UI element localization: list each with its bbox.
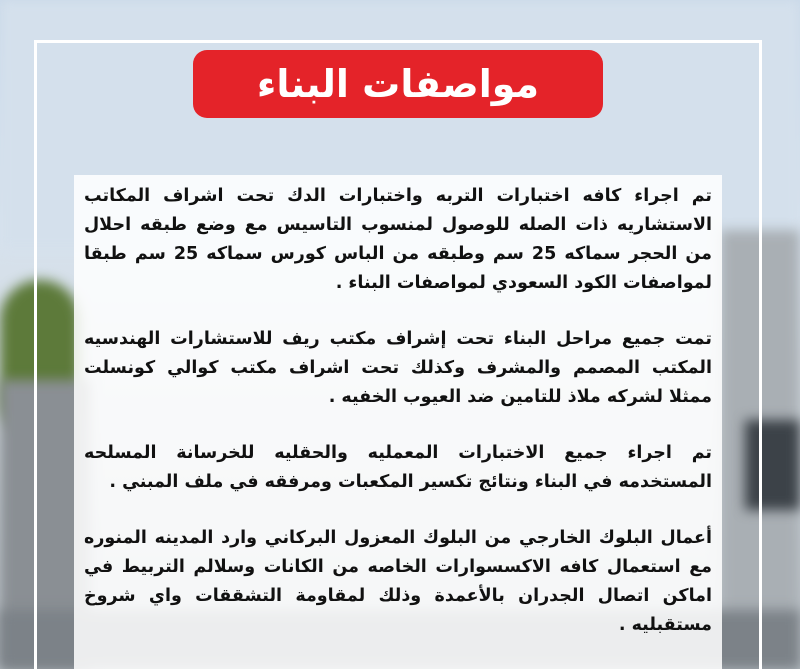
paragraph-soil-tests: تم اجراء كافه اختبارات التربه واختبارات الدك تحت اشراف المكاتب الاستشاريه ذات الصله للوصول لمنسوب التاسيس مع وضع طبقه احلال من الحجر سماكه 25 سم وطبقه من الباس كورس سماكه 25 سم طبقا لمواصفات الكود السعودي لمواصفات البناء .: [84, 186, 713, 293]
page-title: مواصفات البناء: [256, 62, 540, 106]
paragraph-concrete-tests: تم اجراء جميع الاختبارات المعمليه والحقليه للخرسانة المسلحه المستخدمه في البناء ونتائج تكسير المكعبات ومرفقه في ملف المبني .: [84, 443, 712, 492]
specifications-text: [84, 182, 712, 667]
title-badge: [193, 50, 603, 118]
paragraph-supervision: تمت جميع مراحل البناء تحت إشراف مكتب ريف للاستشارات الهندسيه المكتب المصمم والمشرف وكذلك تحت اشراف مكتب كوالي كونسلت ممثلا لشركه ملاذ للتامين ضد العيوب الخفيه .: [84, 329, 712, 407]
paragraph-block-works: أعمال البلوك الخارجي من البلوك المعزول البركاني وارد المدينه المنوره مع استعمال كافه الاكسسوارات الخاصه من الكانات وسلالم التربيط في اماكن اتصال الجدران بالأعمدة وذلك لمقاومة التشققات واي شروخ مستقبليه .: [84, 528, 712, 635]
